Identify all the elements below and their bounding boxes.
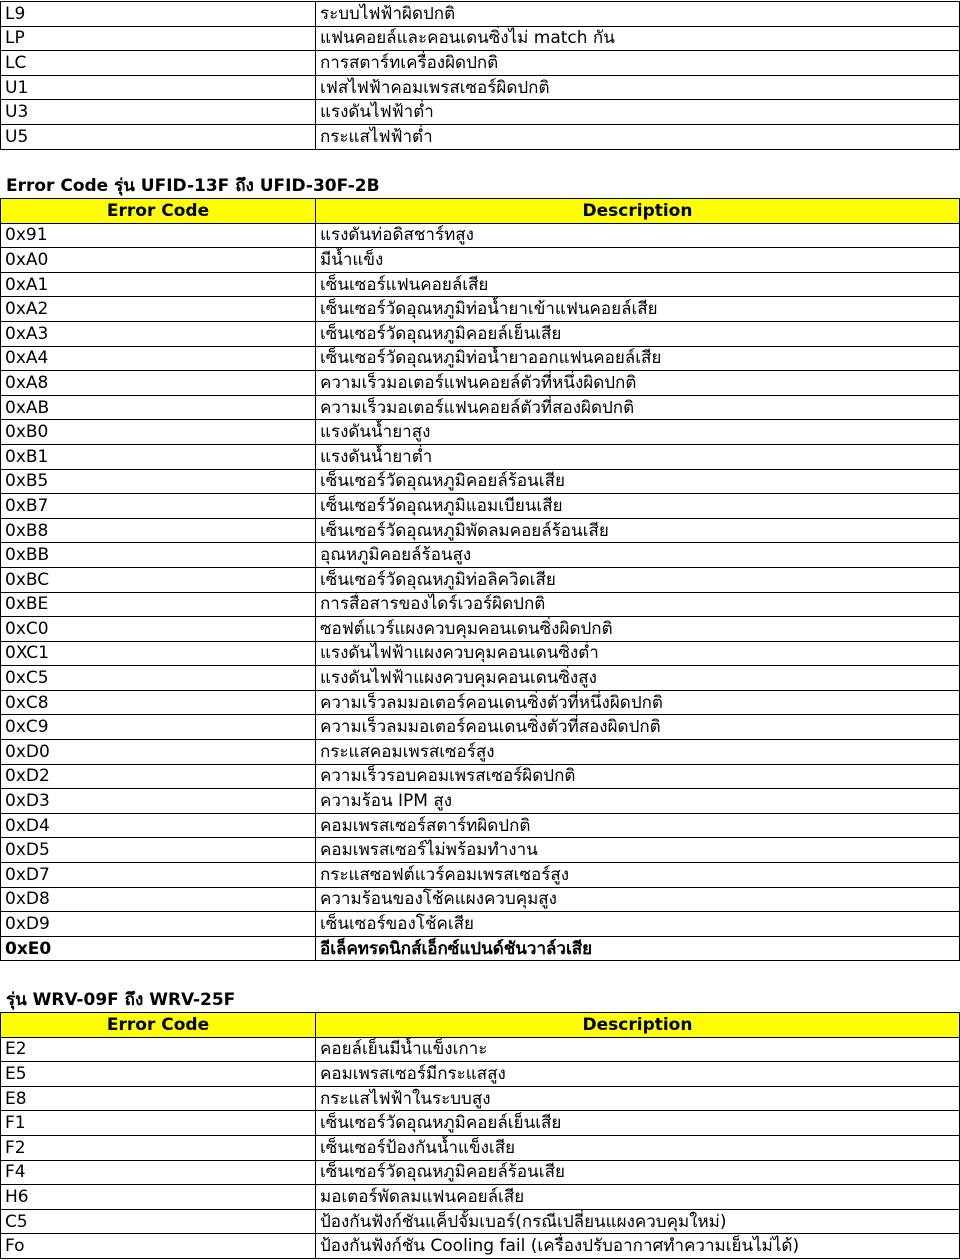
description-cell: แรงดันไฟฟ้าแผงควบคุมคอนเดนซิ่งสูง bbox=[316, 666, 960, 691]
table-row bbox=[1, 813, 960, 838]
error-code-cell: E8 bbox=[1, 1086, 316, 1111]
error-code-cell: 0xE0 bbox=[1, 936, 316, 961]
description-cell: ความร้อน IPM สูง bbox=[316, 789, 960, 814]
description-cell: เซ็นเซอร์ป้องกันน้ำแข็งเสีย bbox=[316, 1135, 960, 1160]
error-code-cell: 0xA2 bbox=[1, 297, 316, 322]
table-row bbox=[1, 666, 960, 691]
description-cell: เฟสไฟฟ้าคอมเพรสเซอร์ผิดปกติ bbox=[316, 75, 960, 100]
error-code-cell: 0xC8 bbox=[1, 690, 316, 715]
error-code-cell: 0xB0 bbox=[1, 420, 316, 445]
error-code-cell: 0xD5 bbox=[1, 838, 316, 863]
description-cell: คอมเพรสเซอร์มีกระแสสูง bbox=[316, 1062, 960, 1087]
ufid-header-description: Description bbox=[316, 199, 960, 224]
error-code-cell: 0xAB bbox=[1, 395, 316, 420]
table-row bbox=[1, 1086, 960, 1111]
table-row bbox=[1, 395, 960, 420]
table-row bbox=[1, 936, 960, 961]
table-row bbox=[1, 592, 960, 617]
wrv-header-code: Error Code bbox=[1, 1013, 316, 1038]
table-row bbox=[1, 690, 960, 715]
error-code-cell: U5 bbox=[1, 124, 316, 149]
error-code-cell: Fo bbox=[1, 1234, 316, 1259]
table-row bbox=[1, 518, 960, 543]
table-row bbox=[1, 887, 960, 912]
error-code-cell: F2 bbox=[1, 1135, 316, 1160]
table-row bbox=[1, 1209, 960, 1234]
description-cell: ป้องกันฟังก์ชัน Cooling fail (เครื่องปรับอากาศทำความเย็นไม่ได้) bbox=[316, 1234, 960, 1259]
ufid-header-row bbox=[1, 199, 960, 224]
error-code-cell: 0xA1 bbox=[1, 272, 316, 297]
table-row bbox=[1, 740, 960, 765]
description-cell: ป้องกันฟังก์ชันแค็ปจั้มเบอร์(กรณีเปลี่ยนแผงควบคุมใหม่) bbox=[316, 1209, 960, 1234]
error-code-cell: 0xD9 bbox=[1, 912, 316, 937]
table-row bbox=[1, 420, 960, 445]
table-row bbox=[1, 75, 960, 100]
description-cell: การสตาร์ทเครื่องผิดปกติ bbox=[316, 51, 960, 76]
description-cell: ความร้อนของโช้คแผงควบคุมสูง bbox=[316, 887, 960, 912]
description-cell: ระบบไฟฟ้าผิดปกติ bbox=[316, 2, 960, 27]
error-code-cell: LC bbox=[1, 51, 316, 76]
description-cell: ความเร็วมอเตอร์แฟนคอยล์ตัวที่สองผิดปกติ bbox=[316, 395, 960, 420]
table-row bbox=[1, 346, 960, 371]
error-code-cell: U3 bbox=[1, 100, 316, 125]
error-code-cell: 0xC0 bbox=[1, 617, 316, 642]
table-row bbox=[1, 567, 960, 592]
description-cell: เซ็นเซอร์วัดอุณหภูมิท่อลิควิดเสีย bbox=[316, 567, 960, 592]
description-cell: อีเล็คทรดนิกส์เอ็กซ์แปนด์ชันวาล์วเสีย bbox=[316, 936, 960, 961]
table-row bbox=[1, 321, 960, 346]
wrv-section-title: รุ่น WRV-09F ถึง WRV-25F bbox=[6, 990, 236, 1010]
table-row bbox=[1, 26, 960, 51]
table-row bbox=[1, 248, 960, 273]
wrv-error-table bbox=[0, 1012, 960, 1259]
description-cell: เซ็นเซอร์วัดอุณหภูมิคอยล์เย็นเสีย bbox=[316, 1111, 960, 1136]
description-cell: การสื่อสารของไดร์เวอร์ผิดปกติ bbox=[316, 592, 960, 617]
error-code-cell: H6 bbox=[1, 1185, 316, 1210]
description-cell: มีน้ำแข็ง bbox=[316, 248, 960, 273]
table-row bbox=[1, 1185, 960, 1210]
error-code-cell: E2 bbox=[1, 1037, 316, 1062]
description-cell: กระแสไฟฟ้าในระบบสูง bbox=[316, 1086, 960, 1111]
error-code-cell: 0xD3 bbox=[1, 789, 316, 814]
table-row bbox=[1, 1234, 960, 1259]
table-row bbox=[1, 641, 960, 666]
description-cell: แรงดันน้ำยาต่ำ bbox=[316, 444, 960, 469]
error-code-cell: 0xBB bbox=[1, 543, 316, 568]
description-cell: แรงดันท่อดิสชาร์ทสูง bbox=[316, 223, 960, 248]
table-row bbox=[1, 2, 960, 27]
table-row bbox=[1, 1111, 960, 1136]
description-cell: ความเร็วรอบคอมเพรสเซอร์ผิดปกติ bbox=[316, 764, 960, 789]
wrv-header-description: Description bbox=[316, 1013, 960, 1038]
table-row bbox=[1, 272, 960, 297]
description-cell: แฟนคอยล์และคอนเดนซิ่งไม่ match กัน bbox=[316, 26, 960, 51]
table-row bbox=[1, 1135, 960, 1160]
table-row bbox=[1, 494, 960, 519]
error-code-cell: 0xA4 bbox=[1, 346, 316, 371]
description-cell: ความเร็วลมมอเตอร์คอนเดนซิ่งตัวที่สองผิดปกติ bbox=[316, 715, 960, 740]
description-cell: เซ็นเซอร์ของโช้คเสีย bbox=[316, 912, 960, 937]
description-cell: เซ็นเซอร์วัดอุณหภูมิท่อน้ำยาออกแฟนคอยล์เสีย bbox=[316, 346, 960, 371]
wrv-header-row bbox=[1, 1013, 960, 1038]
error-code-cell: 0xBC bbox=[1, 567, 316, 592]
error-code-cell: 0xD4 bbox=[1, 813, 316, 838]
error-code-cell: 0xB5 bbox=[1, 469, 316, 494]
table-row bbox=[1, 838, 960, 863]
error-code-cell: U1 bbox=[1, 75, 316, 100]
error-code-cell: C5 bbox=[1, 1209, 316, 1234]
error-code-cell: 0xB1 bbox=[1, 444, 316, 469]
table-row bbox=[1, 789, 960, 814]
error-code-cell: F4 bbox=[1, 1160, 316, 1185]
top-error-table-body bbox=[1, 2, 960, 150]
description-cell: เซ็นเซอร์แฟนคอยล์เสีย bbox=[316, 272, 960, 297]
description-cell: เซ็นเซอร์วัดอุณหภูมิคอยล์ร้อนเสีย bbox=[316, 469, 960, 494]
error-code-cell: 0xD8 bbox=[1, 887, 316, 912]
description-cell: กระแสซอฟต์แวร์คอมเพรสเซอร์สูง bbox=[316, 863, 960, 888]
ufid-error-table bbox=[0, 198, 960, 961]
description-cell: คอยล์เย็นมีน้ำแข็งเกาะ bbox=[316, 1037, 960, 1062]
description-cell: เซ็นเซอร์วัดอุณหภูมิคอยล์เย็นเสีย bbox=[316, 321, 960, 346]
error-code-cell: 0xBE bbox=[1, 592, 316, 617]
table-row bbox=[1, 617, 960, 642]
error-code-cell: F1 bbox=[1, 1111, 316, 1136]
table-row bbox=[1, 469, 960, 494]
ufid-error-table-body bbox=[1, 223, 960, 961]
table-row bbox=[1, 863, 960, 888]
description-cell: มอเตอร์พัดลมแฟนคอยล์เสีย bbox=[316, 1185, 960, 1210]
description-cell: เซ็นเซอร์วัดอุณหภูมิแอมเบียนเสีย bbox=[316, 494, 960, 519]
error-code-cell: 0xA0 bbox=[1, 248, 316, 273]
table-row bbox=[1, 764, 960, 789]
table-row bbox=[1, 543, 960, 568]
description-cell: กระแสไฟฟ้าต่ำ bbox=[316, 124, 960, 149]
table-row bbox=[1, 223, 960, 248]
table-row bbox=[1, 124, 960, 149]
error-code-cell: 0xA8 bbox=[1, 371, 316, 396]
description-cell: เซ็นเซอร์วัดอุณหภูมิพัดลมคอยล์ร้อนเสีย bbox=[316, 518, 960, 543]
table-row bbox=[1, 912, 960, 937]
error-code-cell: 0xB8 bbox=[1, 518, 316, 543]
table-row bbox=[1, 1160, 960, 1185]
table-row bbox=[1, 1037, 960, 1062]
table-row bbox=[1, 715, 960, 740]
error-code-cell: 0xD0 bbox=[1, 740, 316, 765]
error-code-cell: 0xB7 bbox=[1, 494, 316, 519]
error-code-cell: LP bbox=[1, 26, 316, 51]
description-cell: คอมเพรสเซอร์สตาร์ทผิดปกติ bbox=[316, 813, 960, 838]
description-cell: เซ็นเซอร์วัดอุณหภูมิคอยล์ร้อนเสีย bbox=[316, 1160, 960, 1185]
table-row bbox=[1, 297, 960, 322]
description-cell: ความเร็วมอเตอร์แฟนคอยล์ตัวที่หนึ่งผิดปกติ bbox=[316, 371, 960, 396]
description-cell: แรงดันไฟฟ้าต่ำ bbox=[316, 100, 960, 125]
wrv-error-table-body bbox=[1, 1037, 960, 1258]
description-cell: เซ็นเซอร์วัดอุณหภูมิท่อน้ำยาเข้าแฟนคอยล์เสีย bbox=[316, 297, 960, 322]
table-row bbox=[1, 1062, 960, 1087]
error-code-cell: 0XC1 bbox=[1, 641, 316, 666]
table-row bbox=[1, 371, 960, 396]
description-cell: ซอฟต์แวร์แผงควบคุมคอนเดนซิ่งผิดปกติ bbox=[316, 617, 960, 642]
description-cell: แรงดันไฟฟ้าแผงควบคุมคอนเดนซิ่งต่ำ bbox=[316, 641, 960, 666]
top-error-table bbox=[0, 1, 960, 150]
description-cell: กระแสคอมเพรสเซอร์สูง bbox=[316, 740, 960, 765]
ufid-header-code: Error Code bbox=[1, 199, 316, 224]
description-cell: อุณหภูมิคอยล์ร้อนสูง bbox=[316, 543, 960, 568]
table-row bbox=[1, 100, 960, 125]
table-row bbox=[1, 51, 960, 76]
ufid-section-title: Error Code รุ่น UFID-13F ถึง UFID-30F-2B bbox=[6, 176, 380, 196]
error-code-cell: 0x91 bbox=[1, 223, 316, 248]
error-code-cell: 0xD2 bbox=[1, 764, 316, 789]
description-cell: แรงดันน้ำยาสูง bbox=[316, 420, 960, 445]
description-cell: คอมเพรสเซอร์ไม่พร้อมทำงาน bbox=[316, 838, 960, 863]
error-code-cell: L9 bbox=[1, 2, 316, 27]
error-code-cell: 0xC5 bbox=[1, 666, 316, 691]
error-code-cell: 0xA3 bbox=[1, 321, 316, 346]
error-code-cell: 0xD7 bbox=[1, 863, 316, 888]
table-row bbox=[1, 444, 960, 469]
description-cell: ความเร็วลมมอเตอร์คอนเดนซิ่งตัวที่หนึ่งผิดปกติ bbox=[316, 690, 960, 715]
error-code-cell: 0xC9 bbox=[1, 715, 316, 740]
error-code-cell: E5 bbox=[1, 1062, 316, 1087]
